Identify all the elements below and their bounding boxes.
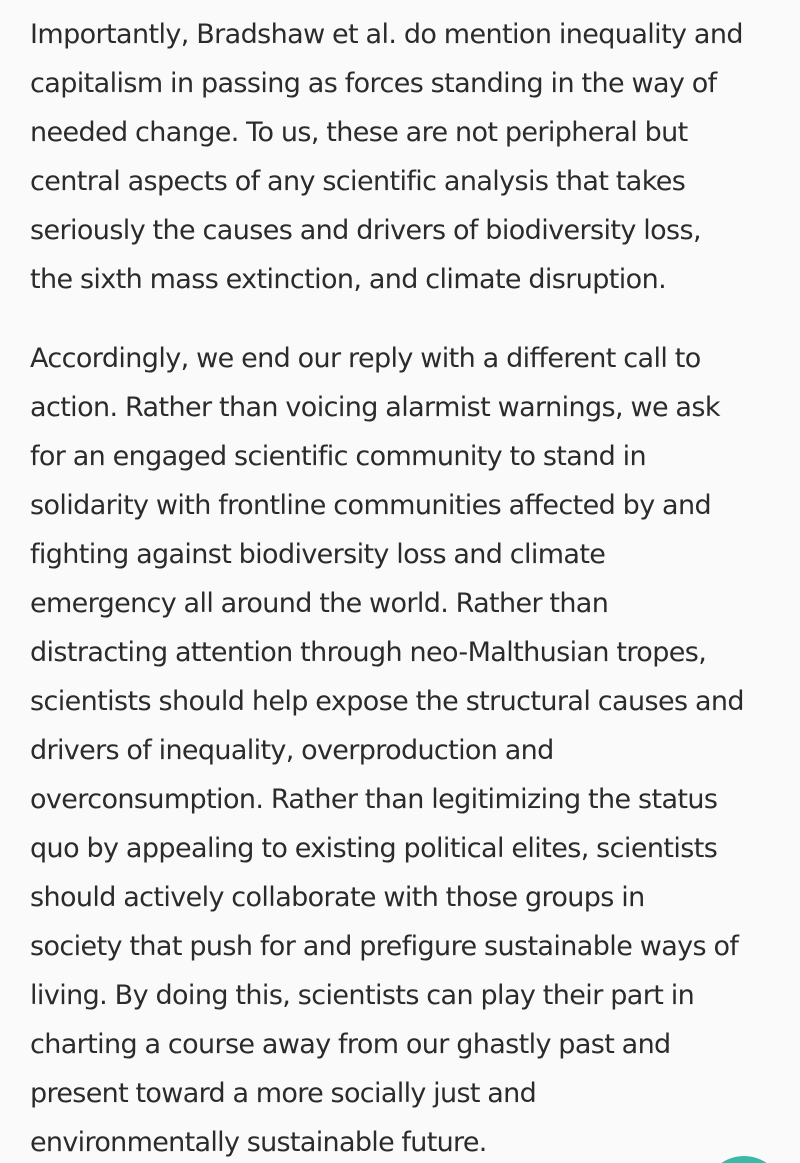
text-line: the sixth mass extinction, and climate disruption. <box>30 264 667 295</box>
text-line: for an engaged scientific community to stand in <box>30 441 647 472</box>
text-line: quo by appealing to existing political elites, scientists <box>30 833 718 864</box>
text-line: fighting against biodiversity loss and climate <box>30 539 606 570</box>
text-line: scientists should help expose the structural causes and <box>30 686 744 717</box>
text-line: needed change. To us, these are not peripheral but <box>30 117 688 148</box>
text-line: Accordingly, we end our reply with a different call to <box>30 343 701 374</box>
text-line: charting a course away from our ghastly past and <box>30 1029 671 1060</box>
paragraph-inequality <box>30 10 800 304</box>
text-line: emergency all around the world. Rather than <box>30 588 609 619</box>
text-line: drivers of inequality, overproduction and <box>30 735 554 766</box>
text-line: action. Rather than voicing alarmist warnings, we ask <box>30 392 720 423</box>
text-line: seriously the causes and drivers of biodiversity loss, <box>30 215 701 246</box>
text-line: present toward a more socially just and <box>30 1078 537 1109</box>
text-line: environmentally sustainable future. <box>30 1127 487 1158</box>
text-line: central aspects of any scientific analysis that takes <box>30 166 686 197</box>
article-body <box>30 10 800 1163</box>
text-line: living. By doing this, scientists can play their part in <box>30 980 695 1011</box>
text-line: society that push for and prefigure sustainable ways of <box>30 931 739 962</box>
paragraph-call-to-action <box>30 334 800 1163</box>
text-line: solidarity with frontline communities affected by and <box>30 490 712 521</box>
text-line: should actively collaborate with those groups in <box>30 882 645 913</box>
text-line: distracting attention through neo-Malthusian tropes, <box>30 637 707 668</box>
text-line: Importantly, Bradshaw et al. do mention inequality and <box>30 19 743 50</box>
text-line: overconsumption. Rather than legitimizing the status <box>30 784 718 815</box>
text-line: capitalism in passing as forces standing in the way of <box>30 68 717 99</box>
